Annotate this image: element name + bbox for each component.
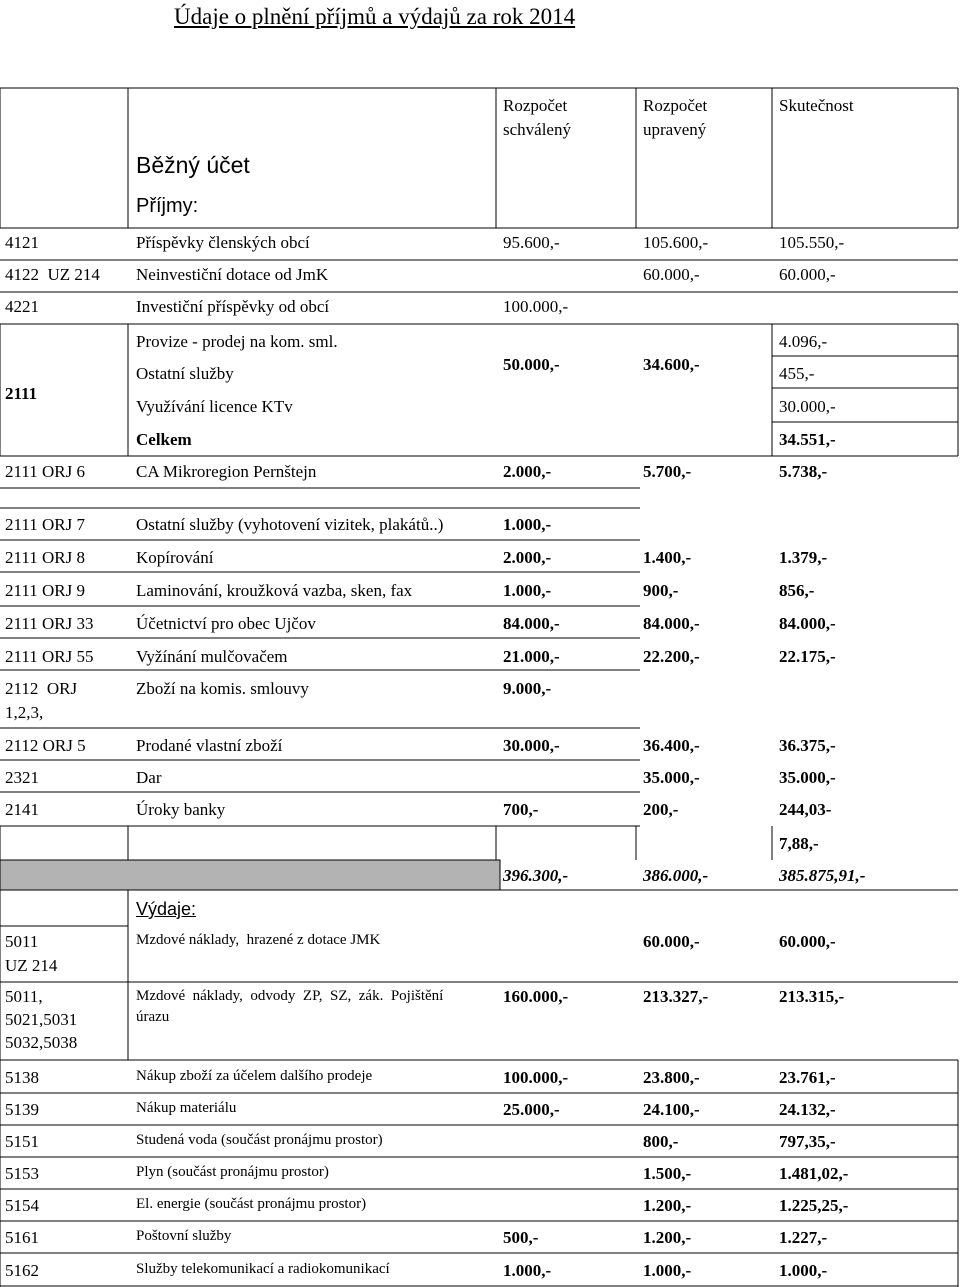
row-upraveny: 60.000,- <box>643 265 700 284</box>
group-item-name: Provize - prodej na kom. sml. <box>136 332 338 351</box>
row-skutecnost: 35.000,- <box>779 768 836 787</box>
row-schvaleny: 2.000,- <box>503 548 552 567</box>
row-code: 2111 ORJ 7 <box>5 515 85 534</box>
exp-schvaleny: 25.000,- <box>503 1100 560 1119</box>
row-code: 2111 ORJ 55 <box>5 647 94 666</box>
exp-name-cont: úrazu <box>136 1009 170 1025</box>
row-skutecnost: 22.175,- <box>779 647 836 666</box>
exp-skutecnost: 1.225,25,- <box>779 1196 849 1215</box>
exp-name: Mzdové náklady, odvody ZP, SZ, zák. Pojištění <box>136 988 444 1004</box>
exp-name: Poštovní služby <box>136 1228 232 1244</box>
row-upraveny: 35.000,- <box>643 768 700 787</box>
group-item-value: 30.000,- <box>779 397 836 416</box>
exp-schvaleny: 100.000,- <box>503 1068 569 1087</box>
exp-name: El. energie (součást pronájmu prostor) <box>136 1196 367 1212</box>
exp-upraveny: 23.800,- <box>643 1068 700 1087</box>
expenses-label: Výdaje: <box>136 899 197 919</box>
exp-skutecnost: 24.132,- <box>779 1100 836 1119</box>
row-schvaleny: 2.000,- <box>503 462 552 481</box>
total-skutecnost: 385.875,91,- <box>779 866 866 885</box>
exp-skutecnost: 23.761,- <box>779 1068 836 1087</box>
row-upraveny: 84.000,- <box>643 614 700 633</box>
row-upraveny: 36.400,- <box>643 736 700 755</box>
exp-code: 5161 <box>5 1228 39 1247</box>
group-total-value: 34.551,- <box>779 430 836 449</box>
exp-name: Mzdové náklady, hrazené z dotace JMK <box>136 932 381 948</box>
exp-code: 5154 <box>5 1196 39 1215</box>
row-name: Úroky banky <box>136 800 226 819</box>
row-name: Laminování, kroužková vazba, sken, fax <box>136 581 413 600</box>
income-label: Příjmy: <box>136 195 199 217</box>
total-upraveny: 386.000,- <box>643 866 709 885</box>
row-code-cont: 1,2,3, <box>5 703 44 722</box>
exp-code-cont: 5021,5031 <box>5 1010 78 1029</box>
exp-schvaleny: 1.000,- <box>503 1261 552 1280</box>
row-code: 4122 UZ 214 <box>5 265 100 284</box>
exp-upraveny: 1.200,- <box>643 1196 692 1215</box>
exp-code: 5151 <box>5 1132 39 1151</box>
exp-name: Služby telekomunikací a radiokomunikací <box>136 1261 390 1277</box>
row-name: Dar <box>136 768 162 787</box>
exp-code-cont: 5032,5038 <box>5 1033 78 1052</box>
row-schvaleny: 100.000,- <box>503 297 569 316</box>
exp-schvaleny: 160.000,- <box>503 987 569 1006</box>
page-title: Údaje o plnění příjmů a výdajů za rok 2014 <box>174 4 576 29</box>
exp-code: 5011, <box>5 987 43 1006</box>
row-name: Zboží na komis. smlouvy <box>136 679 309 698</box>
row-skutecnost: 244,03- <box>779 800 832 819</box>
exp-upraveny: 213.327,- <box>643 987 709 1006</box>
col-skutecnost-header: Skutečnost <box>779 96 854 115</box>
exp-skutecnost: 1.000,- <box>779 1261 828 1280</box>
exp-upraveny: 1.500,- <box>643 1164 692 1183</box>
group-schvaleny: 50.000,- <box>503 355 560 374</box>
row-code: 2112 ORJ <box>5 679 78 698</box>
row-schvaleny: 95.600,- <box>503 233 560 252</box>
row-name: CA Mikroregion Pernštejn <box>136 462 317 481</box>
group-upraveny: 34.600,- <box>643 355 700 374</box>
row-upraveny: 105.600,- <box>643 233 709 252</box>
row-code: 2111 ORJ 33 <box>5 614 94 633</box>
row-schvaleny: 1.000,- <box>503 581 552 600</box>
col-schvaleny-header-1: Rozpočet <box>503 96 568 115</box>
row-schvaleny: 9.000,- <box>503 679 552 698</box>
row-code: 2111 ORJ 8 <box>5 548 85 567</box>
exp-name: Studená voda (součást pronájmu prostor) <box>136 1132 383 1148</box>
extra-value: 7,88,- <box>779 834 819 853</box>
exp-name: Plyn (součást pronájmu prostor) <box>136 1164 329 1180</box>
col-upraveny-header-1: Rozpočet <box>643 96 708 115</box>
exp-skutecnost: 1.481,02,- <box>779 1164 849 1183</box>
row-upraveny: 900,- <box>643 581 679 600</box>
row-name: Prodané vlastní zboží <box>136 736 283 755</box>
row-skutecnost: 84.000,- <box>779 614 836 633</box>
row-skutecnost: 60.000,- <box>779 265 836 284</box>
exp-code: 5011 <box>5 932 39 951</box>
row-name: Účetnictví pro obec Ujčov <box>136 614 316 633</box>
row-code: 2141 <box>5 800 39 819</box>
row-schvaleny: 84.000,- <box>503 614 560 633</box>
row-skutecnost: 105.550,- <box>779 233 845 252</box>
row-name: Neinvestiční dotace od JmK <box>136 265 329 284</box>
row-name: Vyžínání mulčovačem <box>136 647 288 666</box>
exp-skutecnost: 60.000,- <box>779 932 836 951</box>
exp-code: 5162 <box>5 1261 39 1280</box>
row-skutecnost: 856,- <box>779 581 815 600</box>
exp-upraveny: 60.000,- <box>643 932 700 951</box>
exp-name: Nákup materiálu <box>136 1100 237 1116</box>
row-skutecnost: 5.738,- <box>779 462 828 481</box>
row-code: 2112 ORJ 5 <box>5 736 86 755</box>
exp-upraveny: 800,- <box>643 1132 679 1151</box>
row-name: Příspěvky členských obcí <box>136 233 310 252</box>
exp-code-cont: UZ 214 <box>5 956 58 975</box>
exp-skutecnost: 1.227,- <box>779 1228 828 1247</box>
row-upraveny: 200,- <box>643 800 679 819</box>
group-item-name: Ostatní služby <box>136 364 234 383</box>
row-name: Kopírování <box>136 548 214 567</box>
row-name: Investiční příspěvky od obcí <box>136 297 330 316</box>
exp-upraveny: 24.100,- <box>643 1100 700 1119</box>
exp-skutecnost: 797,35,- <box>779 1132 836 1151</box>
row-schvaleny: 30.000,- <box>503 736 560 755</box>
group-item-value: 455,- <box>779 364 815 383</box>
row-skutecnost: 1.379,- <box>779 548 828 567</box>
row-upraveny: 5.700,- <box>643 462 692 481</box>
exp-schvaleny: 500,- <box>503 1228 539 1247</box>
row-code: 2111 ORJ 9 <box>5 581 85 600</box>
exp-upraveny: 1.000,- <box>643 1261 692 1280</box>
group-item-name: Využívání licence KTv <box>136 397 293 416</box>
row-name: Ostatní služby (vyhotovení vizitek, plakátů..) <box>136 515 444 534</box>
row-code: 2321 <box>5 768 39 787</box>
exp-code: 5139 <box>5 1100 39 1119</box>
exp-code: 5153 <box>5 1164 39 1183</box>
row-code: 4121 <box>5 233 39 252</box>
exp-code: 5138 <box>5 1068 39 1087</box>
row-code: 2111 ORJ 6 <box>5 462 85 481</box>
row-upraveny: 1.400,- <box>643 548 692 567</box>
exp-skutecnost: 213.315,- <box>779 987 845 1006</box>
group-total-label: Celkem <box>136 430 192 449</box>
row-upraveny: 22.200,- <box>643 647 700 666</box>
col-schvaleny-header-2: schválený <box>503 120 571 139</box>
col-upraveny-header-2: upravený <box>643 120 707 139</box>
total-schvaleny: 396.300,- <box>503 866 569 885</box>
exp-upraveny: 1.200,- <box>643 1228 692 1247</box>
row-schvaleny: 700,- <box>503 800 539 819</box>
group-item-value: 4.096,- <box>779 332 828 351</box>
summary-band <box>0 860 500 890</box>
group-code: 2111 <box>5 384 38 403</box>
row-schvaleny: 1.000,- <box>503 515 552 534</box>
exp-name: Nákup zboží za účelem dalšího prodeje <box>136 1068 373 1084</box>
row-schvaleny: 21.000,- <box>503 647 560 666</box>
row-skutecnost: 36.375,- <box>779 736 836 755</box>
row-code: 4221 <box>5 297 39 316</box>
account-label: Běžný účet <box>136 152 250 178</box>
